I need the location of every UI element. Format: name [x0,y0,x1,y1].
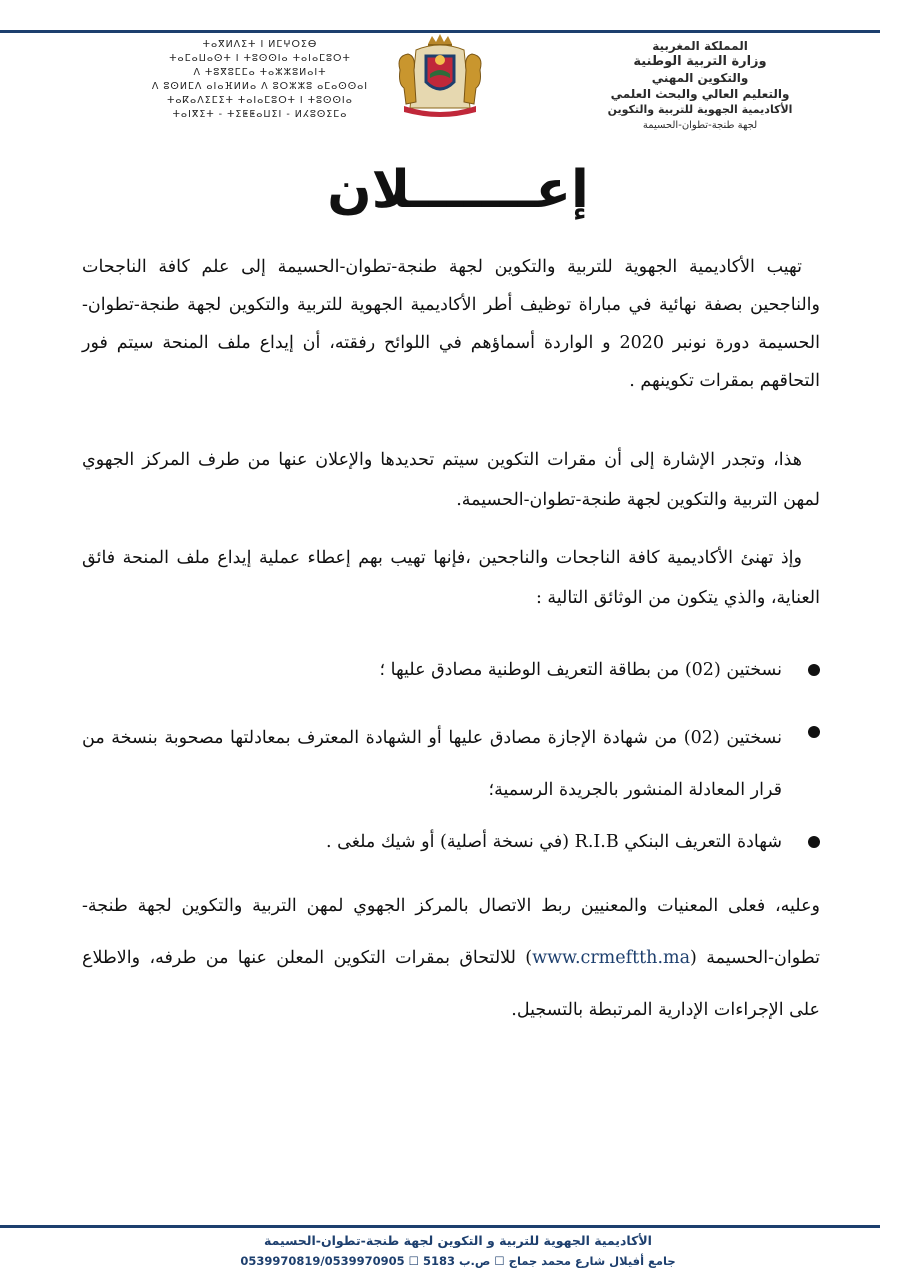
paragraph-1: تهيب الأكاديمية الجهوية للتربية والتكوين لجهة طنجة-تطوان-الحسيمة إلى علم كافة الناجحات والناجحين بصفة نهائية في مباراة توظيف أطر الأكاديمية الجهوية للتربية والتكوين لجهة طنجة-تطوان-الحسيمة دورة نونبر 2020 و الواردة أسماؤهم في اللوائح رفقته، أن إيداع ملف المنحة سيتم فور التحاقهم بمقرات تكوينهم . [82,257,820,391]
footer-address: جامع أفيلال شارع محمد جماج ☐ ص.ب 5183 ☐ 0539970819/0539970905 [240,1254,676,1268]
bullet-icon [808,836,820,848]
announcement-title: إعـــــــلان [327,160,589,220]
paragraph-2: هذا، وتجدر الإشارة إلى أن مقرات التكوين سيتم تحديدها والإعلان عنها من طرف المركز الجهوي لمهن التربية والتكوين لجهة طنجة-تطوان-الحسيمة. [82,450,820,510]
tifinagh-line: ⴷ ⵜⵓⴳⵓⵎⵎⴰ ⵜⴰⵣⵣⵓⵍⴰⵏⵜ [193,67,327,78]
footer-academy: الأكاديمية الجهوية للتربية و التكوين لجهة طنجة-تطوان-الحسيمة [264,1233,652,1248]
header-ministry: وزارة التربية الوطنية [633,54,767,69]
tifinagh-line: ⵜⴰⴽⴰⴷⵉⵎⵉⵜ ⵜⴰⵏⴰⵎⵓⵔⵜ ⵏ ⵜⵓⵙⵙⵏⴰ [167,95,353,106]
header-academy: الأكاديمية الجهوية للتربية والتكوين [607,103,793,116]
paragraph-4 [82,880,820,1036]
header-kingdom: المملكة المغربية [652,39,748,53]
header-ministry-3: والتعليم العالي والبحث العلمي [610,87,790,101]
arabic-header [550,38,850,134]
paragraph-4-after: ) للالتحاق بمقرات التكوين المعلن عنها من طرفه، والاطلاع على الإجراءات الإدارية المرتبطة بالتسجيل. [82,948,820,1020]
footer-rule [0,1225,880,1228]
paragraph-3: وإذ تهنئ الأكاديمية كافة الناجحات والناجحين ،فإنها تهيب بهم إعطاء عملية إيداع ملف المنحة فائق العناية، والذي يتكون من الوثائق التالية : [82,548,820,608]
website-link[interactable]: www.crmeftth.ma [532,948,691,968]
rib-code: R.I.B [574,832,619,852]
list-item [82,712,820,816]
list-item-text: نسختين (02) من بطاقة التعريف الوطنية مصادق عليها ؛ [379,660,782,680]
coat-of-arms-icon [386,30,494,118]
header-region: لجهة طنجة-تطوان-الحسيمة [642,120,758,131]
bullet-icon [808,726,820,738]
header-ministry-2: والتكوين المهني [651,71,749,85]
tifinagh-line: ⵜⴰⵎⴰⵡⴰⵙⵜ ⵏ ⵜⵓⵙⵙⵏⴰ ⵜⴰⵏⴰⵎⵓⵔⵜ [169,53,351,64]
tifinagh-header [110,38,410,122]
tifinagh-line: ⴷ ⵓⵙⵍⵎⴷ ⴰⵏⴰⴼⵍⵍⴰ ⴷ ⵓⵔⵣⵣⵓ ⴰⵎⴰⵙⵙⴰⵏ [151,81,369,92]
rib-text-after: (في نسخة أصلية) أو شيك ملغى . [325,832,575,852]
list-item-text: نسختين (02) من شهادة الإجازة مصادق عليها أو الشهادة المعترف بمعادلتها مصحوبة بنسخة من قرار المعادلة المنشور بالجريدة الرسمية؛ [82,728,782,800]
list-item [82,650,820,690]
tifinagh-line: ⵜⴰⵏⴳⵉⵜ - ⵜⵉⵟⵟⴰⵡⵉⵏ - ⵍⵃⵓⵙⵉⵎⴰ [172,109,348,120]
bullet-icon [808,664,820,676]
tifinagh-line: ⵜⴰⴳⵍⴷⵉⵜ ⵏ ⵍⵎⵖⵔⵉⴱ [202,39,318,50]
list-item [82,822,820,862]
rib-text-before: شهادة التعريف البنكي [618,832,782,852]
paragraph-4-before: وعليه، فعلى المعنيات والمعنيين ربط الاتصال بالمركز الجهوي لمهن التربية والتكوين لجهة طنجة-تطوان-الحسيمة ( [82,896,820,968]
list-item-text [82,822,782,862]
